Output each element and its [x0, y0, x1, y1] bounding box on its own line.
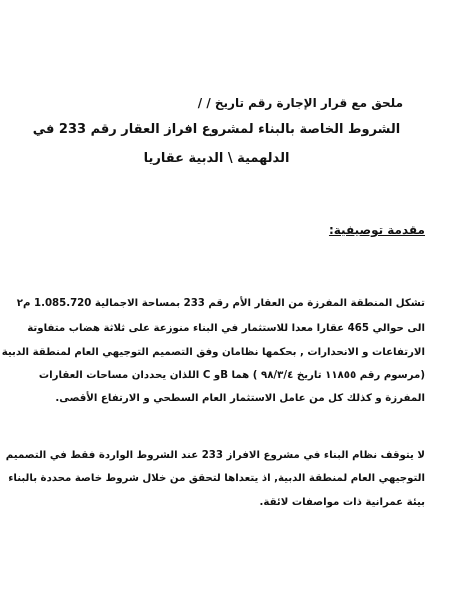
paragraph-2-line-2: التوجيهي العام لمنطقة الدبية, اذ يتعداها لتحقق من خلال شروط خاصة محددة بالبناء — [8, 473, 425, 484]
document-subtitle: الدلهمية \ الدبية عقاريا — [143, 151, 290, 166]
paragraph-1-line-4: (مرسوم رقم ١١٨٥٥ تاريخ ٩٨/٣/٤ ) هما Bو C اللذان يحددان مساحات العقارات — [38, 370, 425, 381]
paragraph-1-line-2: الى حوالي 465 عقارا معدا للاستثمار في البناء منوزعة على ثلاثة هضاب متفاوتة — [27, 323, 425, 334]
paragraph-2-line-3: بيئة عمرانية ذات مواصفات لائقة. — [259, 497, 425, 508]
annex-title: ملحق مع قرار الإجارة رقم تاريخ / / — [197, 96, 403, 110]
paragraph-1-line-5: المفرزة و كذلك كل من عامل الاستثمار العام السطحي و الارتفاع الأقصى. — [55, 393, 425, 404]
paragraph-1-line-1: تشكل المنطقة المفرزة من العقار الأم رقم 233 بمساحة الاجمالية 1.085.720 م٢ — [16, 298, 425, 309]
paragraph-2-line-1: لا يتوقف نظام البناء في مشروع الافراز 233 عند الشروط الواردة فقط في التصميم — [5, 450, 425, 461]
document-title: الشروط الخاصة بالبناء لمشروع افراز العقار رقم 233 في — [32, 122, 401, 137]
paragraph-1-line-3: الارتفاعات و الانحدارات , بحكمها نظامان وفق التصميم التوجيهي العام لمنطقة الدبية — [1, 347, 425, 358]
section-heading: مقدمة توصيفية: — [328, 223, 425, 237]
